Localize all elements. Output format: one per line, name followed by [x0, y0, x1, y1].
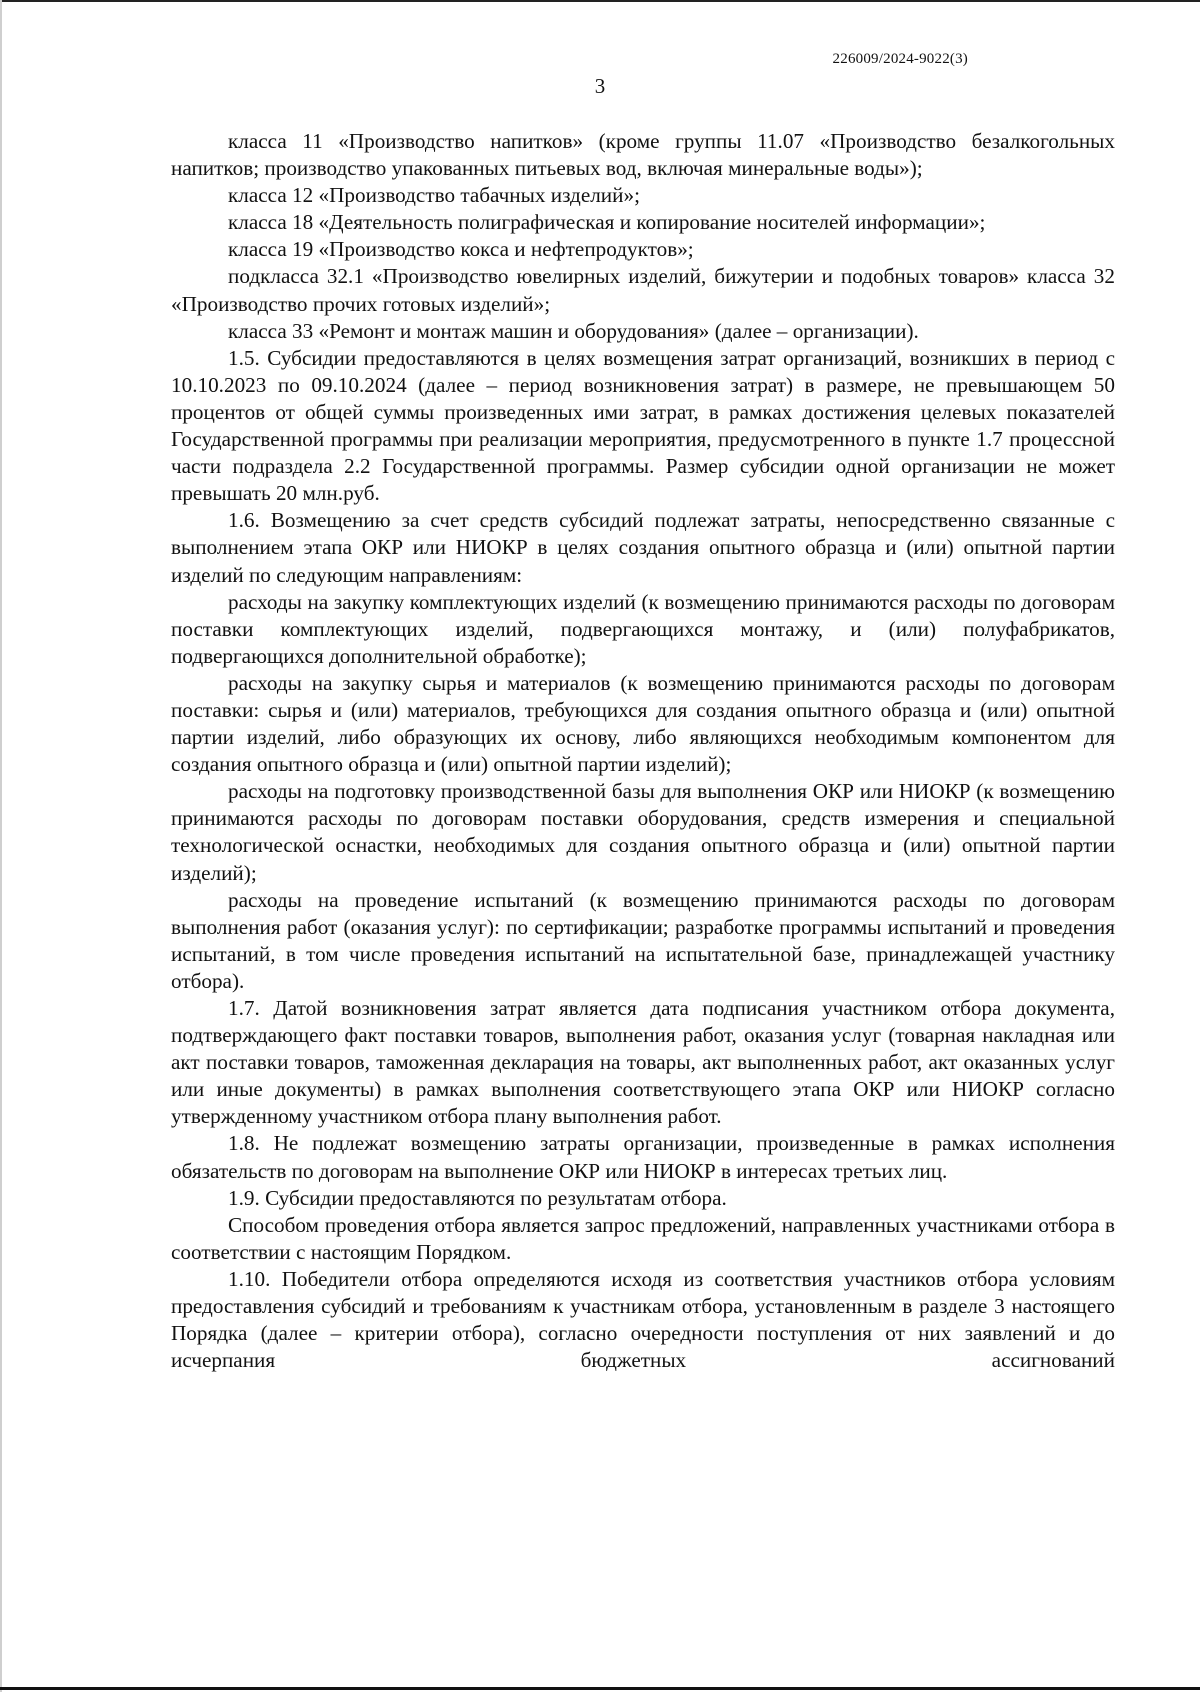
scan-bottom-border [0, 1687, 1200, 1690]
document-registration-number: 226009/2024-9022(3) [832, 51, 968, 67]
paragraph-class-33: класса 33 «Ремонт и монтаж машин и оборудования» (далее – организации). [228, 318, 919, 343]
paragraph-materials-expenses: расходы на закупку сырья и материалов (к возмещению принимаются расходы по договорам поставки: сырья и (или) материалов, требующихся для создания опытного образца и (или) опытной партии изделий, либо образующих их основу, либо являющихся необходимым компонентом для создания опытного образца и (или) опытной партии изделий); [171, 670, 1115, 777]
paragraph-class-18: класса 18 «Деятельность полиграфическая и копирование носителей информации»; [228, 210, 986, 235]
paragraph-testing-expenses: расходы на проведение испытаний (к возмещению принимаются расходы по договорам выполнения работ (оказания услуг): по сертификации; разработке программы испытаний и проведения испытаний, в том числе проведения испытаний на испытательной базе, принадлежащей участнику отбора). [171, 887, 1115, 993]
paragraph-1-8: 1.8. Не подлежат возмещению затраты организации, произведенные в рамках исполнения обязательств по договорам на выполнение ОКР или НИОКР в интересах третьих лиц. [171, 1131, 1115, 1183]
paragraph-class-12: класса 12 «Производство табачных изделий»; [228, 183, 640, 208]
paragraph-1-5: 1.5. Субсидии предоставляются в целях возмещения затрат организаций, возникших в период с 10.10.2023 по 09.10.2024 (далее – период возникновения затрат) в размере, не превышающем 50 процентов от общей суммы произведенных ими затрат, в рамках достижения целевых показателей Государственной программы при реализации мероприятия, предусмотренного в пункте 1.7 процессной части подраздела 2.2 Государственной программы. Размер субсидии одной организации не может превышать 20 млн.руб. [171, 345, 1115, 506]
scan-left-edge [0, 0, 2, 1692]
paragraph-production-base-expenses: расходы на подготовку производственной базы для выполнения ОКР или НИОКР (к возмещению принимаются расходы по договорам поставки оборудования, средств измерения и специальной технологической оснастки, необходимых для создания опытного образца и (или) опытной партии изделий); [171, 779, 1115, 885]
paragraph-components-expenses: расходы на закупку комплектующих изделий (к возмещению принимаются расходы по договорам поставки комплектующих изделий, подвергающихся монтажу, и (или) полуфабрикатов, подвергающихся дополнительной обработке); [171, 589, 1115, 668]
paragraph-class-11: класса 11 «Производство напитков» (кроме группы 11.07 «Производство безалкогольных напитков; производство упакованных питьевых вод, включая минеральные воды»); [171, 129, 1115, 181]
paragraph-1-9: 1.9. Субсидии предоставляются по результатам отбора. [228, 1185, 727, 1210]
paragraph-1-10: 1.10. Победители отбора определяются исходя из соответствия участников отбора условиям предоставления субсидий и требованиям к участникам отбора, установленным в разделе 3 настоящего Порядка (далее – критерии отбора), согласно очередности поступления от них заявлений и до исчерпания бюджетных ассигнований [171, 1266, 1115, 1373]
document-body [171, 128, 1115, 1374]
paragraph-1-7: 1.7. Датой возникновения затрат является дата подписания участником отбора документа, подтверждающего факт поставки товаров, выполнения работ, оказания услуг (товарная накладная или акт поставки товаров, таможенная декларация на товары, акт выполненных работ, акт оказанных услуг или иные документы) в рамках выполнения соответствующего этапа ОКР или НИОКР согласно утвержденному участником отбора плану выполнения работ. [171, 996, 1115, 1129]
page-number: 3 [594, 74, 606, 98]
scan-top-border [0, 0, 1200, 2]
paragraph-selection-method: Способом проведения отбора является запрос предложений, направленных участниками отбора в соответствии с настоящим Порядком. [171, 1212, 1115, 1264]
paragraph-1-6: 1.6. Возмещению за счет средств субсидий подлежат затраты, непосредственно связанные с выполнением этапа ОКР или НИОКР в целях создания опытного образца и (или) опытной партии изделий по следующим направлениям: [171, 508, 1115, 587]
paragraph-subclass-32-1: подкласса 32.1 «Производство ювелирных изделий, бижутерии и подобных товаров» класса 32 «Производство прочих готовых изделий»; [171, 264, 1115, 316]
paragraph-class-19: класса 19 «Производство кокса и нефтепродуктов»; [228, 237, 694, 262]
